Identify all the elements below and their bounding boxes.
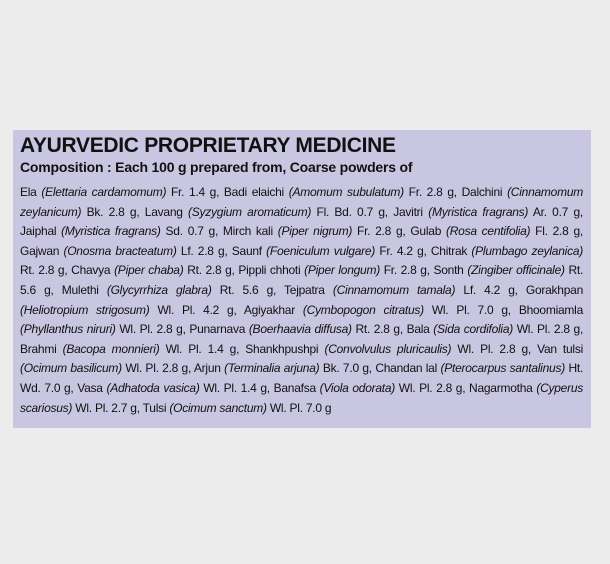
ingredient-botanical-name: (Rosa centifolia) <box>446 224 531 239</box>
ingredient-item <box>245 342 528 356</box>
ingredient-quantity: Wl. Pl. 7.0 g <box>269 400 332 415</box>
ingredient-item <box>145 205 385 219</box>
ingredient-item <box>20 224 215 238</box>
ingredient-botanical-name: (Sida cordifolia) <box>433 322 514 337</box>
ingredient-quantity: Fr. 2.8 g <box>383 263 427 278</box>
ingredient-name: Ela <box>20 185 37 199</box>
ingredient-name: Bala <box>406 322 430 337</box>
ingredient-name: Tulsi <box>142 400 167 415</box>
ingredient-name: Pippli chhoti <box>238 263 301 278</box>
ingredient-item <box>232 244 424 258</box>
ingredient-item <box>71 263 231 277</box>
ingredient-name: Mulethi <box>61 282 99 297</box>
ingredient-name: Mirch kali <box>222 224 273 239</box>
ingredient-quantity: Fr. 2.8 g <box>357 224 403 239</box>
ingredient-botanical-name: (Myristica fragrans) <box>61 224 161 239</box>
ingredient-quantity: Wl. Pl. 2.8 g <box>516 322 580 337</box>
ingredient-name: Saunf <box>231 243 262 258</box>
ingredient-botanical-name: (Cinnamomum tamala) <box>332 282 456 297</box>
ingredient-name: Tejpatra <box>284 282 325 297</box>
ingredient-item <box>20 342 236 356</box>
ingredient-quantity: Sd. 0.7 g <box>165 224 215 239</box>
ingredient-item <box>393 205 580 219</box>
ingredient-item <box>77 381 267 395</box>
ingredient-item <box>224 185 454 199</box>
ingredient-botanical-name: (Terminalia arjuna) <box>224 361 320 376</box>
composition-heading: Composition : Each 100 g prepared from, Coarse powders of <box>20 159 413 175</box>
ingredient-quantity: Lf. 2.8 g <box>180 243 225 258</box>
ingredient-botanical-name: (Ocimum sanctum) <box>169 400 267 415</box>
ingredient-botanical-name: (Viola odorata) <box>319 380 396 395</box>
ingredient-name: Lavang <box>144 204 183 219</box>
ingredient-quantity: Fr. 1.4 g <box>170 185 217 199</box>
ingredient-item <box>410 224 580 238</box>
ingredient-botanical-name: (Cymbopogon citratus) <box>302 302 424 317</box>
ingredient-name: Punarnava <box>189 322 246 337</box>
ingredient-botanical-name: (Onosma bracteatum) <box>63 243 177 258</box>
ingredient-name: Gajwan <box>20 243 60 258</box>
composition-label-panel <box>13 130 591 428</box>
ingredient-name: Chandan lal <box>375 361 438 376</box>
ingredient-item <box>223 224 402 238</box>
ingredient-botanical-name: (Adhatoda vasica) <box>106 380 200 395</box>
ingredient-quantity: Ar. 0.7 g <box>532 204 580 219</box>
ingredient-name: Gulab <box>410 224 442 239</box>
ingredient-name: Agiyakhar <box>243 302 295 317</box>
ingredient-name: Chavya <box>71 263 111 278</box>
ingredient-name: Van tulsi <box>537 341 584 356</box>
ingredient-name: Sonth <box>433 263 464 278</box>
ingredient-botanical-name: (Heliotropium strigosum) <box>20 302 150 317</box>
ingredient-botanical-name: (Piper chaba) <box>114 263 184 278</box>
ingredient-item <box>238 263 426 277</box>
ingredient-name: Vasa <box>77 380 103 395</box>
ingredient-list: Ela (Elettaria cardamomum) Fr. 1.4 g, Badi elaichi (Amomum subulatum) Fr. 2.8 g, Dalchini (Cinnamomum zeylanicum) Bk. 2.8 g, Lavang (Syzygium aromaticum) Fl. Bd. 0.7 g, Javitri (Myristica fragrans) Ar. 0.7 g, Jaiphal (Myristica fragrans) Sd. 0.7 g, Mirch kali (Piper nigrum) Fr. 2.8 g, Gulab (Rosa centifolia) Fl. 2.8 g, Gajwan (Onosma bracteatum) Lf. 2.8 g, Saunf (Foeniculum vulgare) Fr. 4.2 g, Chitrak (Plumbago zeylanica) Rt. 2.8 g, Chavya (Piper chaba) Rt. 2.8 g, Pippli chhoti (Piper longum) Fr. 2.8 g, Sonth (Zingiber officinale) Rt. 5.6 g, Mulethi (Glycyrrhiza glabra) Rt. 5.6 g, Tejpatra (Cinnamomum tamala) Lf. 4.2 g, Gorakhpan (Heliotropium strigosum) Wl. Pl. 4.2 g, Agiyakhar (Cymbopogon citratus) Wl. Pl. 7.0 g, Bhoomiamla (Phyllanthus niruri) Wl. Pl. 2.8 g, Punarnava (Boerhaavia diffusa) Rt. 2.8 g, Bala (Sida cordifolia) Wl. Pl. 2.8 g, Brahmi (Bacopa monnieri) Wl. Pl. 1.4 g, Shankhpushpi (Convolvulus pluricaulis) Wl. Pl. 2.8 g, Van tulsi (Ocimum basilicum) Wl. Pl. 2.8 g, Arjun (Terminalia arjuna) Bk. 7.0 g, Chandan lal (Pterocarpus santalinus) Ht. Wd. 7.0 g, Vasa (Adhatoda vasica) Wl. Pl. 1.4 g, Banafsa (Viola odorata) Wl. Pl. 2.8 g, Nagarmotha (Cyperus scariosus) Wl. Pl. 2.7 g, Tulsi (Ocimum sanctum) Wl. Pl. 7.0 g <box>20 185 584 415</box>
ingredient-quantity: Wl. Pl. 2.8 g <box>125 361 188 376</box>
ingredient-item <box>62 283 273 297</box>
ingredient-name: Jaiphal <box>20 224 57 239</box>
ingredient-botanical-name: (Zingiber officinale) <box>467 263 565 278</box>
ingredient-quantity: Ht. Wd. 7.0 g <box>20 361 584 395</box>
ingredient-quantity: Rt. 5.6 g <box>20 263 584 297</box>
ingredient-name: Arjun <box>193 361 221 376</box>
ingredient-name: Dalchini <box>461 185 503 199</box>
ingredient-quantity: Fr. 4.2 g <box>379 243 424 258</box>
ingredient-name: Badi elaichi <box>223 185 284 199</box>
ingredient-quantity: Rt. 2.8 g <box>187 263 232 278</box>
ingredient-botanical-name: (Cyperus scariosus) <box>20 380 584 415</box>
ingredient-item <box>284 283 515 297</box>
ingredient-botanical-name: (Piper nigrum) <box>277 224 353 239</box>
ingredient-botanical-name: (Boerhaavia diffusa) <box>248 322 352 337</box>
ingredient-botanical-name: (Convolvulus pluricaulis) <box>324 341 452 356</box>
ingredient-item <box>189 322 399 336</box>
ingredient-botanical-name: (Myristica fragrans) <box>428 204 529 219</box>
ingredient-name: Javitri <box>393 204 423 219</box>
label-title: AYURVEDIC PROPRIETARY MEDICINE <box>20 134 396 157</box>
ingredient-quantity: Wl. Pl. 2.7 g <box>75 400 137 415</box>
ingredient-botanical-name: (Glycyrrhiza glabra) <box>106 282 212 297</box>
ingredient-item <box>20 185 216 199</box>
ingredient-item <box>20 244 224 258</box>
ingredient-botanical-name: (Syzygium aromaticum) <box>188 204 312 219</box>
ingredient-botanical-name: (Phyllanthus niruri) <box>20 322 116 337</box>
ingredient-name: Banafsa <box>273 380 316 395</box>
ingredient-botanical-name: (Ocimum basilicum) <box>20 361 122 376</box>
ingredient-botanical-name: (Elettaria cardamomum) <box>41 185 167 199</box>
ingredient-name: Brahmi <box>20 341 57 356</box>
ingredient-quantity: Wl. Pl. 7.0 g <box>431 302 508 317</box>
ingredient-name: Nagarmotha <box>469 380 533 395</box>
ingredient-name: Shankhpushpi <box>245 341 319 356</box>
ingredient-item <box>194 361 369 375</box>
ingredient-quantity: Rt. 2.8 g <box>355 322 400 337</box>
ingredient-quantity: Bk. 7.0 g <box>322 361 369 376</box>
ingredient-quantity: Fl. 2.8 g <box>535 224 580 239</box>
ingredient-item <box>274 381 463 395</box>
ingredient-quantity: Wl. Pl. 1.4 g <box>165 341 237 356</box>
ingredient-botanical-name: (Piper longum) <box>304 263 380 278</box>
ingredient-botanical-name: (Bacopa monnieri) <box>62 341 160 356</box>
ingredient-name: Chitrak <box>430 243 468 258</box>
ingredient-botanical-name: (Amomum subulatum) <box>288 185 404 199</box>
ingredient-quantity: Fl. Bd. 0.7 g <box>316 204 385 219</box>
ingredient-quantity: Bk. 2.8 g <box>86 204 137 219</box>
ingredient-quantity: Wl. Pl. 2.8 g <box>457 341 528 356</box>
ingredient-quantity: Wl. Pl. 4.2 g <box>157 302 234 317</box>
ingredient-item <box>244 303 508 317</box>
ingredient-quantity: Rt. 2.8 g <box>20 263 65 278</box>
ingredient-botanical-name: (Pterocarpus santalinus) <box>440 361 565 376</box>
ingredient-quantity: Wl. Pl. 2.8 g <box>398 380 463 395</box>
ingredient-quantity: Wl. Pl. 2.8 g <box>119 322 183 337</box>
ingredient-quantity: Fr. 2.8 g <box>408 185 454 199</box>
ingredient-quantity: Wl. Pl. 1.4 g <box>203 380 267 395</box>
ingredient-name: Gorakhpan <box>525 282 583 297</box>
ingredient-item <box>407 322 580 336</box>
ingredient-item <box>143 401 332 415</box>
ingredient-botanical-name: (Plumbago zeylanica) <box>471 243 583 258</box>
ingredient-quantity: Rt. 5.6 g <box>219 282 273 297</box>
ingredient-botanical-name: (Foeniculum vulgare) <box>266 243 376 258</box>
ingredient-name: Bhoomiamla <box>518 302 584 317</box>
ingredient-quantity: Lf. 4.2 g <box>463 282 515 297</box>
ingredient-botanical-name: (Cinnamomum zeylanicum) <box>20 185 583 219</box>
